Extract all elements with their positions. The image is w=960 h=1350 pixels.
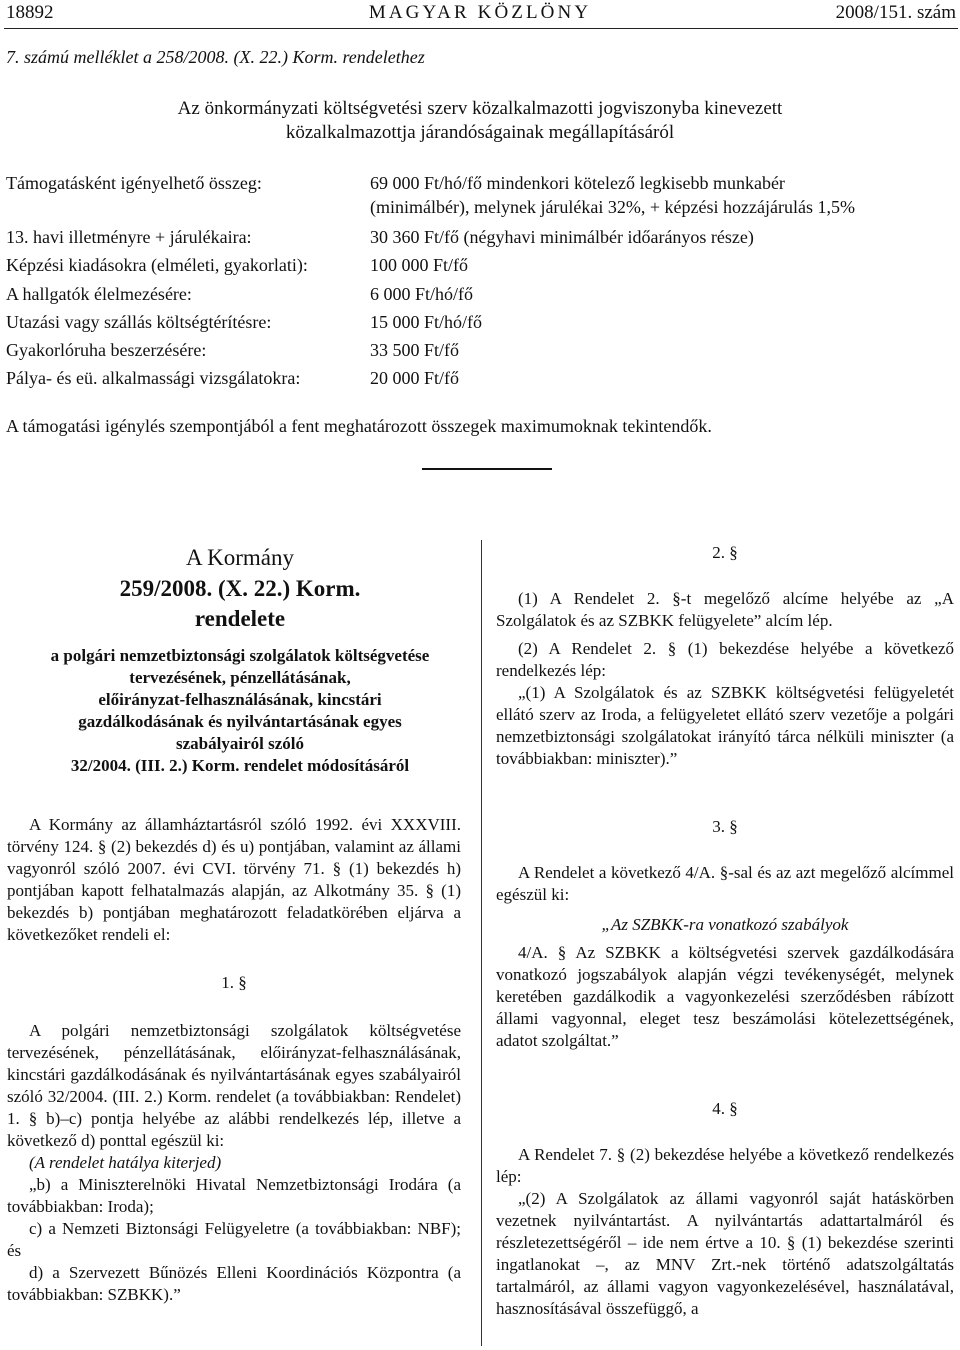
amount-value: 100 000 Ft/fő <box>370 255 469 275</box>
page-number: 18892 <box>6 2 54 23</box>
amount-label: Támogatásként igényelhető összeg: <box>6 173 262 193</box>
section-separator <box>422 468 552 470</box>
section-3-subtitle: „Az SZBKK-ra vonatkozó szabályok <box>601 915 849 934</box>
decree-subject-line: előirányzat-felhasználásának, kincstári <box>98 690 382 709</box>
decree-subject-line: szabályairól szóló <box>176 734 304 753</box>
column-divider <box>481 540 482 1346</box>
section-3-heading: 3. § <box>712 817 738 836</box>
section-4-heading: 4. § <box>712 1099 738 1118</box>
decree-subject-line: gazdálkodásának és nyilvántartásának egyes <box>78 712 402 731</box>
section-1-scope: (A rendelet hatálya kiterjed) <box>29 1153 222 1172</box>
amount-label: Képzési kiadásokra (elméleti, gyakorlati): <box>6 255 308 275</box>
section-1-heading: 1. § <box>221 973 247 992</box>
section-4-quote: „(2) A Szolgálatok az állami vagyonról saját hatáskörben vezetnek nyilvántartást. A nyilvántartás adattartalmáról és részletezettségéről – ide nem értve a 10. § (1) bekezdése szerinti ingatlanokat –, az MNV Zrt.-nek történő adatszolgáltatás tartalmáról, az állami vagyon vagyonkezelésével, használatával, hasznosításával összefüggő, a <box>496 1189 954 1318</box>
amount-label: Utazási vagy szállás költségtérítésre: <box>6 312 272 332</box>
preamble: A Kormány az államháztartásról szóló 1992. évi XXXVIII. törvény 124. § (2) bekezdés d) és u) pontjában, valamint az állami vagyonról szóló 2007. évi CVI. törvény 71. § (1) bekezdés h) pontjában kapott felhatalmazás alapján, az Alkotmány 35. § (1) bekezdés b) pontjában meghatározott feladatkörében eljárva a következőket rendeli el: <box>7 815 461 944</box>
amount-value: 20 000 Ft/fő <box>370 368 460 388</box>
section-2-heading: 2. § <box>712 543 738 562</box>
amount-label: A hallgatók élelmezésére: <box>6 284 192 304</box>
annex-title-line: Az önkormányzati költségvetési szerv közalkalmazotti jogviszonyba kinevezett <box>177 98 783 119</box>
amount-label: Gyakorlóruha beszerzésére: <box>6 340 207 360</box>
decree-number: 259/2008. (X. 22.) Korm. <box>119 576 361 601</box>
right-column-body <box>496 542 954 1320</box>
amount-value-cont: (minimálbér), melynek járulékai 32%, + képzési hozzájárulás 1,5% <box>370 197 855 217</box>
left-column-body <box>7 814 461 1306</box>
annex-title <box>0 97 960 145</box>
section-1-point-b: „b) a Miniszterelnöki Hivatal Nemzetbiztonsági Irodára (a továbbiakban: Iroda); <box>7 1175 461 1216</box>
section-2-par-1: (1) A Rendelet 2. §-t megelőző alcíme helyébe az „A Szolgálatok és az SZBKK felügyelete” alcím lép. <box>496 589 954 630</box>
section-1-point-d: d) a Szervezett Bűnözés Elleni Koordinációs Központra (a továbbiakban: SZBKK).” <box>7 1263 461 1304</box>
decree-subject-line: tervezésének, pénzellátásának, <box>129 668 351 687</box>
amount-value: 69 000 Ft/hó/fő mindenkori kötelező legkisebb munkabér <box>370 173 785 193</box>
section-4-par-1: A Rendelet 7. § (2) bekezdése helyébe a következő rendelkezés lép: <box>496 1145 954 1186</box>
section-3-par-2: 4/A. § Az SZBKK a költségvetési szervek gazdálkodására vonatkozó jogszabályok alapján végzi tevékenységét, melynek keretében gazdálkodik a vagyonkezelési szerződésben rábízott állami vagyonnal, eleget tesz beszámolási kötelezettségének, adatot szolgáltat.” <box>496 943 954 1050</box>
issue-number: 2008/151. szám <box>835 2 956 23</box>
amount-value: 15 000 Ft/hó/fő <box>370 312 483 332</box>
amount-label: Pálya- és eü. alkalmassági vizsgálatokra: <box>6 368 301 388</box>
decree-subject-line: 32/2004. (III. 2.) Korm. rendelet módosításáról <box>70 756 410 775</box>
amount-value: 6 000 Ft/hó/fő <box>370 284 474 304</box>
amount-value: 33 500 Ft/fő <box>370 340 460 360</box>
section-1-point-c: c) a Nemzeti Biztonsági Felügyeletre (a továbbiakban: NBF); és <box>7 1219 461 1260</box>
section-2-quote: „(1) A Szolgálatok és az SZBKK költségvetési felügyeletét ellátó szerv az Iroda, a felügyeletet ellátó szerv vezetője a polgári nemzetbiztonsági szolgálatokat irányító tárca nélküli miniszter (a továbbiakban: miniszter).” <box>496 683 954 768</box>
section-3-par-1: A Rendelet a következő 4/A. §-sal és az azt megelőző alcímmel egészül ki: <box>496 863 954 904</box>
amount-value: 30 360 Ft/fő (négyhavi minimálbér időarányos része) <box>370 227 754 247</box>
decree-word: rendelete <box>194 606 286 631</box>
journal-title: MAGYAR KÖZLÖNY <box>368 2 592 23</box>
annex-title-line: közalkalmazottja járandóságainak megállapításáról <box>285 122 675 143</box>
annex-reference: 7. számú melléklet a 258/2008. (X. 22.) Korm. rendelethez <box>6 47 425 67</box>
decree-subject <box>28 645 452 777</box>
issuer-heading: A Kormány <box>186 545 294 570</box>
section-2-par-2: (2) A Rendelet 2. § (1) bekezdése helyébe a következő rendelkezés lép: <box>496 639 954 680</box>
section-1-text: A polgári nemzetbiztonsági szolgálatok költségvetése tervezésének, pénzellátásának, előirányzat-felhasználásának, kincstári gazdálkodásának és nyilvántartásának egyes szabályairól szóló 32/2004. (III. 2.) Korm. rendelet (a továbbiakban: Rendelet) 1. § b)–c) pontja helyébe az alábbi rendelkezés lép, illetve a következő d) ponttal egészül ki: <box>7 1021 461 1150</box>
maximum-note: A támogatási igénylés szempontjából a fent meghatározott összegek maximumoknak tekintendők. <box>6 416 712 436</box>
header-rule <box>4 28 958 29</box>
decree-subject-line: a polgári nemzetbiztonsági szolgálatok költségvetése <box>50 646 430 665</box>
amount-label: 13. havi illetményre + járulékaira: <box>6 227 252 247</box>
